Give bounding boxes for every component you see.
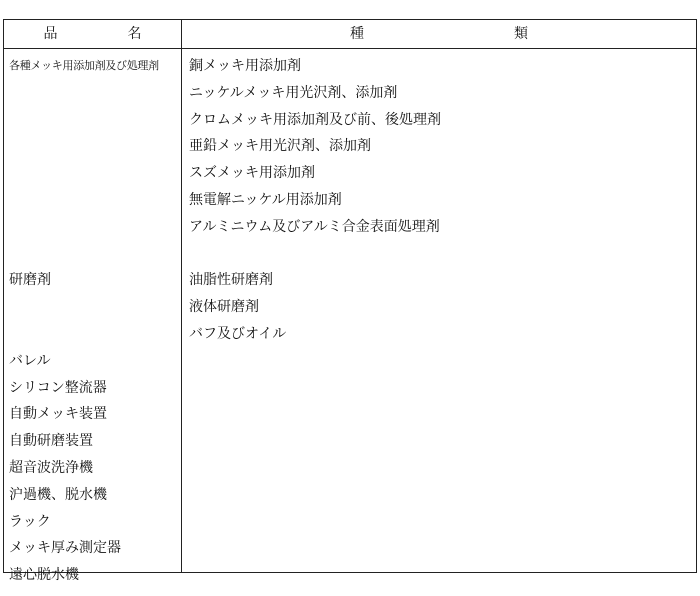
product-name-cell: 自動メッキ装置 bbox=[9, 406, 107, 423]
header-category-char-2: 類 bbox=[514, 26, 528, 42]
product-name-cell bbox=[9, 321, 179, 348]
category-cell bbox=[189, 241, 692, 268]
product-name-cell: 自動研磨装置 bbox=[9, 433, 93, 450]
product-name-cell bbox=[9, 133, 179, 160]
product-table bbox=[3, 19, 697, 584]
product-name-cell bbox=[9, 80, 179, 107]
product-name-cell: シリコン整流器 bbox=[9, 379, 107, 396]
category-cell: 油脂性研磨剤 bbox=[189, 272, 273, 289]
category-cell: バフ及びオイル bbox=[189, 325, 287, 342]
category-cell: 無電解ニッケル用添加剤 bbox=[189, 191, 342, 208]
product-name-cell bbox=[9, 160, 179, 187]
header-product-name-char-2: 名 bbox=[127, 26, 142, 42]
header-category-char-1: 種 bbox=[350, 26, 364, 42]
category-column bbox=[189, 53, 692, 348]
header-product-name bbox=[4, 20, 181, 48]
product-name-cell: 各種メッキ用添加剤及び処理剤 bbox=[9, 59, 159, 72]
product-name-cell: 超音波洗浄機 bbox=[9, 459, 93, 476]
category-cell: 銅メッキ用添加剤 bbox=[189, 58, 301, 74]
product-name-column bbox=[9, 53, 179, 589]
category-cell: 亜鉛メッキ用光沢剤、添加剤 bbox=[189, 138, 371, 155]
column-divider bbox=[181, 20, 182, 572]
product-name-cell: 研磨剤 bbox=[9, 272, 51, 289]
product-name-cell bbox=[9, 214, 179, 241]
category-cell: 液体研磨剤 bbox=[189, 299, 259, 316]
product-name-cell bbox=[9, 187, 179, 214]
table-header-row bbox=[4, 20, 696, 49]
category-cell: ニッケルメッキ用光沢剤、添加剤 bbox=[189, 84, 398, 101]
product-name-cell bbox=[9, 241, 179, 268]
product-name-cell: 沪過機、脱水機 bbox=[9, 486, 107, 503]
product-name-cell: バレル bbox=[9, 352, 51, 369]
category-cell: アルミニウム及びアルミ合金表面処理剤 bbox=[189, 218, 440, 235]
product-name-cell bbox=[9, 107, 179, 134]
product-name-cell bbox=[9, 294, 179, 321]
category-cell: スズメッキ用添加剤 bbox=[189, 165, 315, 182]
header-product-name-char-1: 品 bbox=[43, 26, 58, 42]
product-name-cell: ラック bbox=[9, 513, 51, 530]
header-category bbox=[182, 20, 696, 48]
category-cell: クロムメッキ用添加剤及び前、後処理剤 bbox=[189, 111, 441, 128]
product-name-cell: メッキ厚み測定器 bbox=[9, 540, 121, 557]
product-name-cell: 遠心脱水機 bbox=[9, 567, 79, 584]
